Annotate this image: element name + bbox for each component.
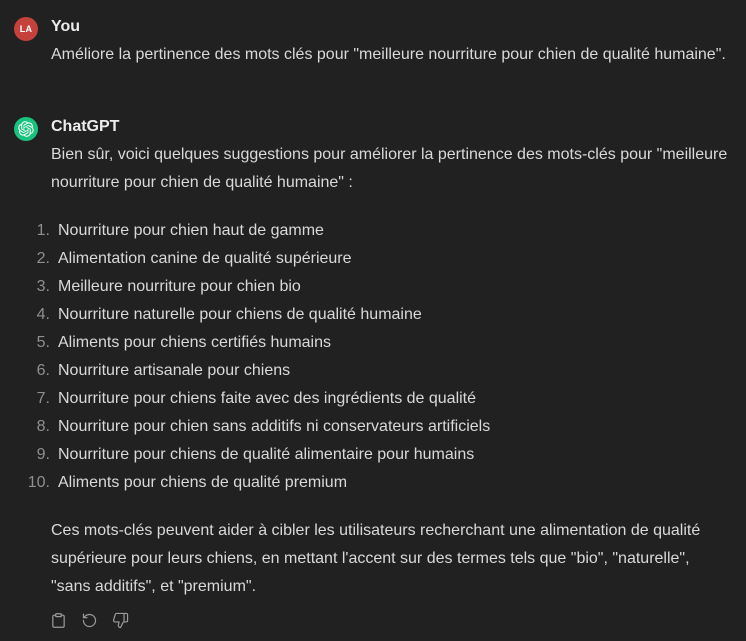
assistant-outro-text: Ces mots-clés peuvent aider à cibler les utilisateurs recherchant une alimentation de qualité supérieure pour leurs chiens, en mettant l'accent sur des termes tels que "bio", "naturelle", "sans additifs", et "premium". (51, 522, 701, 595)
assistant-author-label: ChatGPT (51, 118, 120, 135)
user-message-content (51, 15, 730, 69)
regenerate-icon (81, 612, 98, 629)
user-avatar-initials: LA (19, 24, 33, 34)
list-item: Nourriture naturelle pour chiens de qualité humaine (58, 306, 422, 323)
assistant-intro-text: Bien sûr, voici quelques suggestions pour améliorer la pertinence des mots-clés pour "meilleure nourriture pour chien de qualité humaine" : (51, 146, 728, 191)
user-message (14, 15, 730, 69)
assistant-message (14, 115, 730, 632)
list-item: Nourriture pour chiens de qualité alimentaire pour humains (58, 446, 475, 463)
copy-button[interactable] (47, 609, 70, 632)
list-item: Nourriture pour chien sans additifs ni conservateurs artificiels (58, 418, 491, 435)
keyword-suggestions-list (51, 217, 730, 497)
list-item: Nourriture artisanale pour chiens (58, 362, 291, 379)
list-item: Alimentation canine de qualité supérieure (58, 250, 352, 267)
message-actions (47, 609, 730, 632)
openai-logo-icon (18, 121, 34, 137)
list-item: Nourriture pour chiens faite avec des ingrédients de qualité (58, 390, 477, 407)
clipboard-icon (50, 612, 67, 629)
assistant-message-content (51, 115, 730, 632)
list-item: Nourriture pour chien haut de gamme (58, 222, 324, 239)
thumbs-down-button[interactable] (109, 609, 132, 632)
list-item: Aliments pour chiens de qualité premium (58, 474, 348, 491)
user-avatar (14, 17, 38, 41)
thumbs-down-icon (112, 612, 129, 629)
user-message-text: Améliore la pertinence des mots clés pour "meilleure nourriture pour chien de qualité humaine". (51, 46, 726, 63)
regenerate-button[interactable] (78, 609, 101, 632)
list-item: Aliments pour chiens certifiés humains (58, 334, 332, 351)
list-item: Meilleure nourriture pour chien bio (58, 278, 301, 295)
user-author-label: You (51, 18, 81, 35)
assistant-avatar (14, 117, 38, 141)
